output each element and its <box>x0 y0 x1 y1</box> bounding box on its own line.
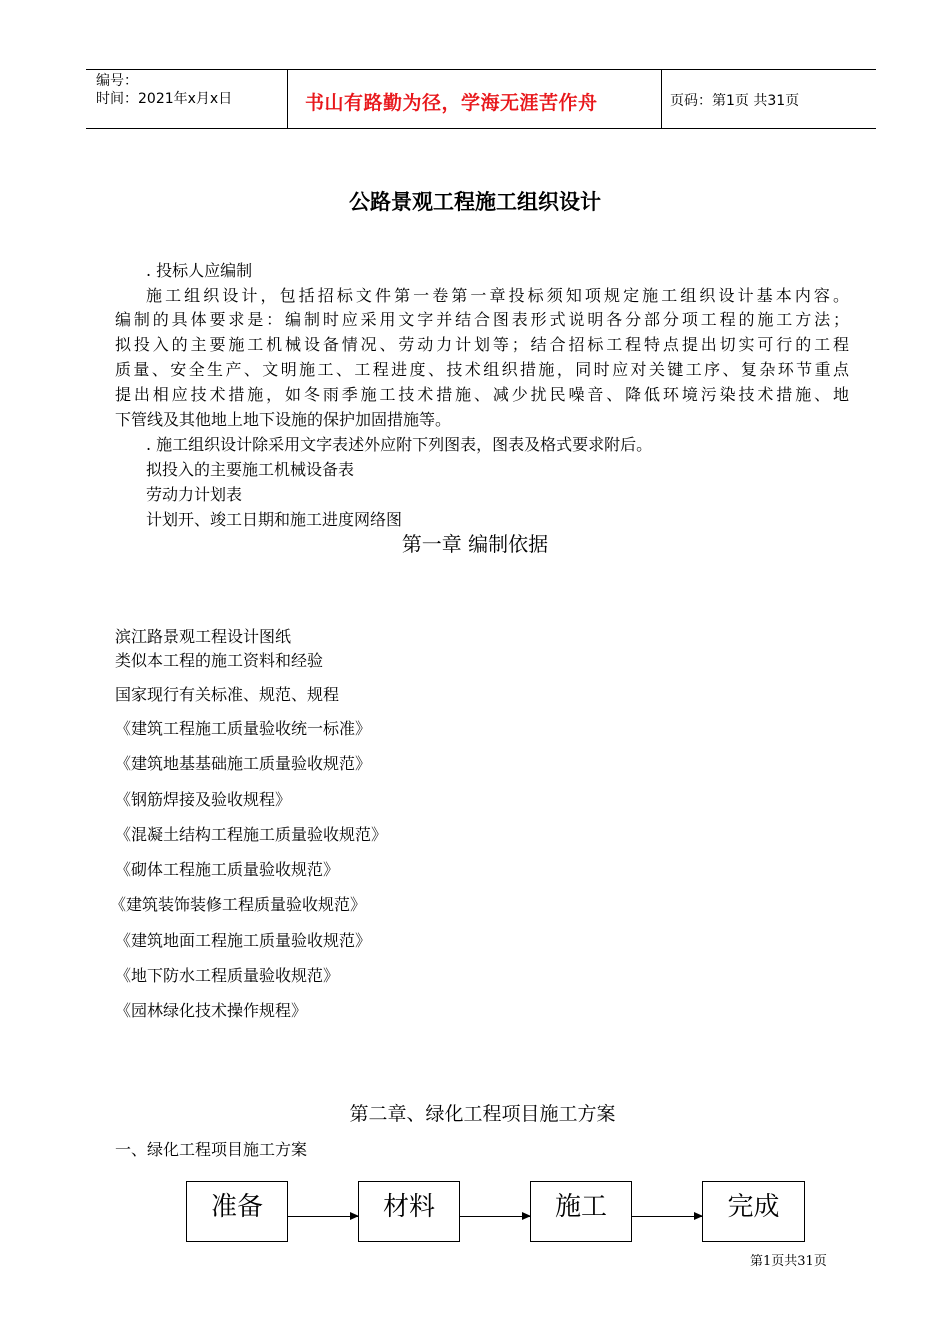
basis-item-9: 《建筑装饰装修工程质量验收规范》 <box>110 895 367 914</box>
flow-box-complete <box>702 1181 805 1242</box>
intro-para-2-line-1: 施工组织设计，包括招标文件第一卷第一章投标须知项规定施工组织设计基本内容。 <box>146 286 849 305</box>
basis-item-5: 《建筑地基基础施工质量验收规范》 <box>115 754 372 773</box>
intro-para-3: . 施工组织设计除采用文字表述外应附下列图表，图表及格式要求附后。 <box>146 435 653 454</box>
basis-item-6: 《钢筋焊接及验收规程》 <box>115 790 292 809</box>
basis-item-8: 《砌体工程施工质量验收规范》 <box>115 860 340 879</box>
intro-para-2-line-6: 下管线及其他地上地下设施的保护加固措施等。 <box>115 410 452 429</box>
intro-para-2-line-4: 质量、安全生产、文明施工、工程进度、技术组织措施，同时应对关键工序、复杂环节重点 <box>115 360 849 379</box>
header-top-rule <box>86 69 876 70</box>
chapter-1-title: 第一章 编制依据 <box>401 532 549 556</box>
intro-item-1: 拟投入的主要施工机械设备表 <box>146 460 355 479</box>
intro-para-1: . 投标人应编制 <box>146 261 253 280</box>
flow-label-complete: 完成 <box>727 1192 780 1222</box>
basis-item-4: 《建筑工程施工质量验收统一标准》 <box>115 719 372 738</box>
basis-item-7: 《混凝土结构工程施工质量验收规范》 <box>115 825 388 844</box>
intro-item-2: 劳动力计划表 <box>146 485 243 504</box>
flow-label-materials: 材料 <box>382 1192 435 1222</box>
intro-item-3: 计划开、竣工日期和施工进度网络图 <box>146 510 403 529</box>
chapter-2-title: 第二章、绿化工程项目施工方案 <box>349 1103 616 1125</box>
header-motto: 书山有路勤为径，学海无涯苦作舟 <box>305 92 598 114</box>
header-page-info: 页码：第1页 共31页 <box>670 93 800 109</box>
flow-label-prepare: 准备 <box>210 1192 263 1222</box>
document-title: 公路景观工程施工组织设计 <box>349 190 601 214</box>
basis-item-3: 国家现行有关标准、规范、规程 <box>115 685 340 704</box>
flow-box-prepare <box>186 1181 288 1242</box>
flow-arrow-3 <box>632 1216 702 1217</box>
basis-item-10: 《建筑地面工程施工质量验收规范》 <box>115 931 372 950</box>
flow-box-materials <box>358 1181 460 1242</box>
flow-box-construction <box>530 1181 632 1242</box>
flow-arrow-2 <box>460 1216 530 1217</box>
intro-para-2-line-5: 提出相应技术措施，如冬雨季施工技术措施、减少扰民噪音、降低环境污染技术措施、地 <box>115 385 849 404</box>
header-divider-right <box>661 69 662 129</box>
footer-page-info: 第1页共31页 <box>750 1254 827 1269</box>
header-divider-left <box>287 69 288 129</box>
basis-item-2: 类似本工程的施工资料和经验 <box>115 651 324 670</box>
basis-item-11: 《地下防水工程质量验收规范》 <box>115 966 340 985</box>
section-1-heading: 一、绿化工程项目施工方案 <box>115 1140 308 1159</box>
basis-item-1: 滨江路景观工程设计图纸 <box>115 627 292 646</box>
time-label: 时间：2021年x月x日 <box>96 91 233 107</box>
header-bottom-rule <box>86 128 876 129</box>
intro-para-2-line-2: 编制的具体要求是：编制时应采用文字并结合图表形式说明各分部分项工程的施工方法； <box>115 310 849 329</box>
flow-arrow-1 <box>288 1216 358 1217</box>
basis-item-12: 《园林绿化技术操作规程》 <box>115 1001 308 1020</box>
flow-label-construction: 施工 <box>554 1192 607 1222</box>
serial-label: 编号： <box>96 73 138 89</box>
intro-para-2-line-3: 拟投入的主要施工机械设备情况、劳动力计划等；结合招标工程特点提出切实可行的工程 <box>115 335 849 354</box>
